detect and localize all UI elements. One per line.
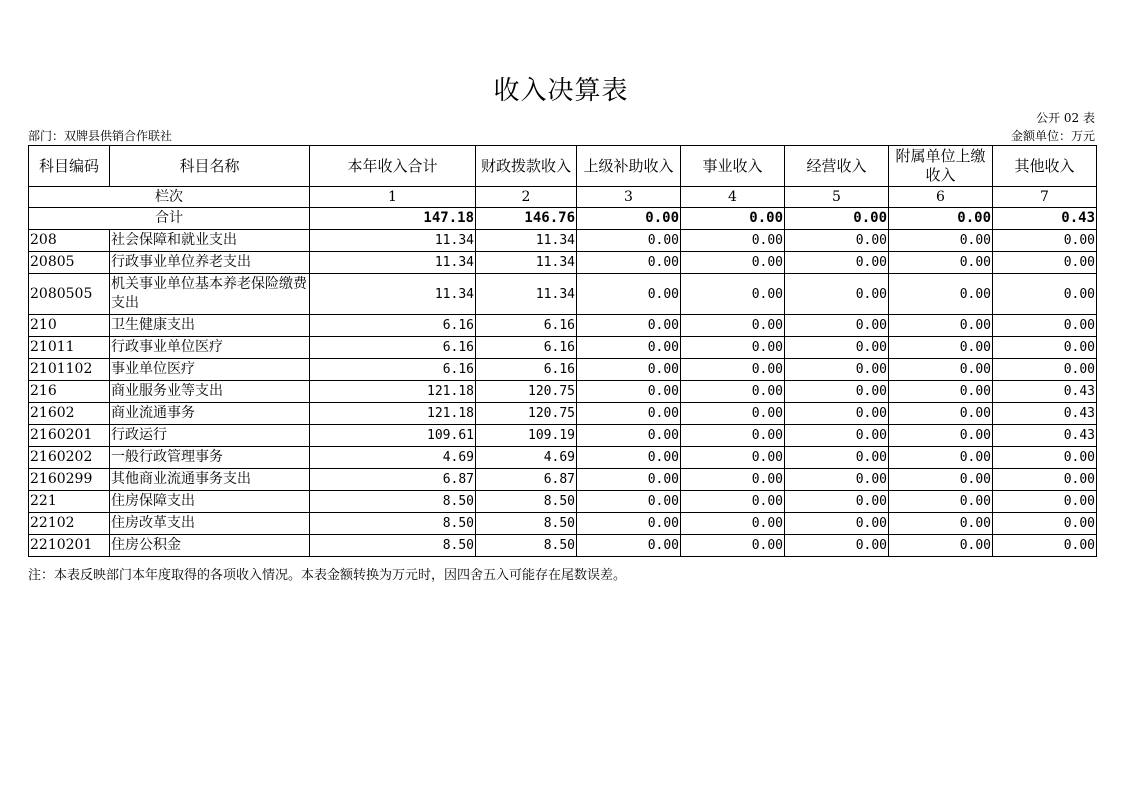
row-value: 6.16 <box>476 337 577 359</box>
row-value: 0.00 <box>681 337 785 359</box>
total-value: 0.00 <box>577 208 681 230</box>
row-value: 121.18 <box>310 381 476 403</box>
row-value: 0.00 <box>577 447 681 469</box>
row-value: 109.19 <box>476 425 577 447</box>
row-name: 行政运行 <box>110 425 310 447</box>
row-value: 6.16 <box>476 359 577 381</box>
row-code: 210 <box>29 315 110 337</box>
row-value: 0.00 <box>993 337 1097 359</box>
row-value: 0.00 <box>681 359 785 381</box>
row-value: 0.43 <box>993 425 1097 447</box>
row-value: 0.00 <box>785 274 889 315</box>
row-value: 120.75 <box>476 403 577 425</box>
row-value: 0.00 <box>577 315 681 337</box>
row-name: 住房改革支出 <box>110 513 310 535</box>
row-value: 0.00 <box>889 230 993 252</box>
row-value: 8.50 <box>476 491 577 513</box>
row-code: 2210201 <box>29 535 110 557</box>
row-value: 0.00 <box>681 315 785 337</box>
row-value: 8.50 <box>310 513 476 535</box>
row-value: 11.34 <box>476 230 577 252</box>
row-value: 0.00 <box>785 491 889 513</box>
row-value: 0.00 <box>577 230 681 252</box>
row-value: 0.00 <box>785 359 889 381</box>
header-fiscal: 财政拨款收入 <box>476 146 577 187</box>
row-value: 0.00 <box>681 513 785 535</box>
index-cell: 3 <box>577 187 681 208</box>
row-value: 0.00 <box>889 252 993 274</box>
row-value: 0.00 <box>993 491 1097 513</box>
header-superior: 上级补助收入 <box>577 146 681 187</box>
row-name: 卫生健康支出 <box>110 315 310 337</box>
total-value: 0.00 <box>681 208 785 230</box>
index-row <box>29 187 1097 208</box>
row-value: 0.00 <box>889 337 993 359</box>
row-value: 0.43 <box>993 381 1097 403</box>
row-value: 0.00 <box>889 359 993 381</box>
row-value: 0.00 <box>681 425 785 447</box>
row-value: 8.50 <box>476 535 577 557</box>
row-value: 0.00 <box>889 535 993 557</box>
row-value: 0.00 <box>681 535 785 557</box>
row-code: 2160201 <box>29 425 110 447</box>
row-value: 0.00 <box>577 469 681 491</box>
form-number: 公开 02 表 <box>1036 111 1095 125</box>
row-code: 2160202 <box>29 447 110 469</box>
row-value: 0.00 <box>889 381 993 403</box>
row-code: 216 <box>29 381 110 403</box>
row-name: 商业流通事务 <box>110 403 310 425</box>
index-cell: 1 <box>310 187 476 208</box>
table-row <box>29 230 1097 252</box>
row-value: 0.00 <box>993 315 1097 337</box>
row-name: 事业单位医疗 <box>110 359 310 381</box>
row-value: 0.00 <box>681 381 785 403</box>
row-value: 0.00 <box>993 535 1097 557</box>
row-value: 120.75 <box>476 381 577 403</box>
footnote: 注：本表反映部门本年度取得的各项收入情况。本表金额转换为万元时，因四舍五入可能存在尾数误差。 <box>28 568 627 583</box>
row-value: 0.00 <box>785 403 889 425</box>
row-name: 商业服务业等支出 <box>110 381 310 403</box>
row-value: 0.00 <box>577 274 681 315</box>
index-cell: 5 <box>785 187 889 208</box>
row-value: 0.00 <box>785 337 889 359</box>
row-value: 0.00 <box>889 425 993 447</box>
row-value: 0.00 <box>577 252 681 274</box>
row-value: 8.50 <box>476 513 577 535</box>
table-row <box>29 252 1097 274</box>
header-business: 事业收入 <box>681 146 785 187</box>
row-value: 0.00 <box>993 230 1097 252</box>
header-name: 科目名称 <box>110 146 310 187</box>
row-value: 11.34 <box>476 274 577 315</box>
table-row <box>29 535 1097 557</box>
row-name: 机关事业单位基本养老保险缴费支出 <box>110 274 310 315</box>
row-name: 行政事业单位养老支出 <box>110 252 310 274</box>
row-value: 121.18 <box>310 403 476 425</box>
row-value: 0.00 <box>889 491 993 513</box>
department-label: 部门：双牌县供销合作联社 <box>28 129 173 143</box>
row-value: 0.00 <box>681 447 785 469</box>
row-value: 109.61 <box>310 425 476 447</box>
row-value: 0.00 <box>681 274 785 315</box>
row-value: 0.00 <box>785 315 889 337</box>
row-code: 2101102 <box>29 359 110 381</box>
table-row <box>29 359 1097 381</box>
row-value: 0.00 <box>889 447 993 469</box>
index-cell: 4 <box>681 187 785 208</box>
row-value: 0.00 <box>785 230 889 252</box>
row-value: 0.00 <box>889 274 993 315</box>
row-name: 其他商业流通事务支出 <box>110 469 310 491</box>
header-affiliated: 附属单位上缴收入 <box>889 146 993 187</box>
row-value: 0.00 <box>889 513 993 535</box>
row-name: 住房保障支出 <box>110 491 310 513</box>
row-value: 0.00 <box>889 315 993 337</box>
page-title: 收入决算表 <box>493 76 629 106</box>
row-value: 0.00 <box>889 469 993 491</box>
row-code: 221 <box>29 491 110 513</box>
row-value: 8.50 <box>310 491 476 513</box>
row-value: 6.16 <box>310 337 476 359</box>
header-code: 科目编码 <box>29 146 110 187</box>
header-operating: 经营收入 <box>785 146 889 187</box>
row-code: 20805 <box>29 252 110 274</box>
row-value: 0.00 <box>785 469 889 491</box>
row-value: 0.00 <box>993 274 1097 315</box>
total-value: 0.43 <box>993 208 1097 230</box>
row-value: 0.00 <box>785 252 889 274</box>
row-value: 6.87 <box>476 469 577 491</box>
header-other: 其他收入 <box>993 146 1097 187</box>
header-total: 本年收入合计 <box>310 146 476 187</box>
row-name: 一般行政管理事务 <box>110 447 310 469</box>
row-code: 21011 <box>29 337 110 359</box>
total-label: 合计 <box>29 208 310 230</box>
row-value: 0.00 <box>993 513 1097 535</box>
row-value: 11.34 <box>310 252 476 274</box>
row-value: 11.34 <box>310 230 476 252</box>
unit-label: 金额单位：万元 <box>1010 129 1095 143</box>
row-value: 0.00 <box>681 230 785 252</box>
table-row <box>29 381 1097 403</box>
row-value: 0.00 <box>577 359 681 381</box>
index-label: 栏次 <box>29 187 310 208</box>
row-code: 21602 <box>29 403 110 425</box>
row-value: 0.00 <box>577 491 681 513</box>
row-value: 0.00 <box>681 469 785 491</box>
row-value: 0.00 <box>681 252 785 274</box>
row-value: 0.43 <box>993 403 1097 425</box>
row-name: 行政事业单位医疗 <box>110 337 310 359</box>
row-value: 0.00 <box>785 425 889 447</box>
row-value: 0.00 <box>577 513 681 535</box>
row-value: 0.00 <box>785 513 889 535</box>
total-row <box>29 208 1097 230</box>
total-value: 0.00 <box>889 208 993 230</box>
index-cell: 7 <box>993 187 1097 208</box>
row-value: 11.34 <box>476 252 577 274</box>
table-row <box>29 274 1097 315</box>
row-name: 住房公积金 <box>110 535 310 557</box>
row-code: 2160299 <box>29 469 110 491</box>
row-value: 0.00 <box>785 447 889 469</box>
row-value: 6.16 <box>310 315 476 337</box>
total-value: 147.18 <box>310 208 476 230</box>
row-value: 0.00 <box>577 425 681 447</box>
row-code: 208 <box>29 230 110 252</box>
row-value: 11.34 <box>310 274 476 315</box>
row-name: 社会保障和就业支出 <box>110 230 310 252</box>
table-row <box>29 425 1097 447</box>
index-cell: 6 <box>889 187 993 208</box>
row-value: 0.00 <box>577 337 681 359</box>
row-value: 0.00 <box>993 447 1097 469</box>
row-value: 0.00 <box>889 403 993 425</box>
index-cell: 2 <box>476 187 577 208</box>
table-row <box>29 403 1097 425</box>
row-value: 4.69 <box>310 447 476 469</box>
total-value: 146.76 <box>476 208 577 230</box>
income-table <box>28 145 1097 557</box>
row-value: 0.00 <box>681 491 785 513</box>
table-row <box>29 513 1097 535</box>
table-row <box>29 315 1097 337</box>
table-row <box>29 447 1097 469</box>
total-value: 0.00 <box>785 208 889 230</box>
table-row <box>29 491 1097 513</box>
row-value: 6.87 <box>310 469 476 491</box>
row-value: 0.00 <box>577 535 681 557</box>
row-value: 0.00 <box>993 469 1097 491</box>
table-row <box>29 337 1097 359</box>
table-row <box>29 469 1097 491</box>
row-value: 0.00 <box>993 252 1097 274</box>
row-value: 8.50 <box>310 535 476 557</box>
row-value: 0.00 <box>681 403 785 425</box>
row-code: 2080505 <box>29 274 110 315</box>
header-row <box>29 146 1097 187</box>
row-value: 6.16 <box>310 359 476 381</box>
row-value: 6.16 <box>476 315 577 337</box>
row-value: 0.00 <box>577 381 681 403</box>
row-value: 0.00 <box>577 403 681 425</box>
row-value: 0.00 <box>785 381 889 403</box>
row-value: 4.69 <box>476 447 577 469</box>
row-value: 0.00 <box>993 359 1097 381</box>
row-code: 22102 <box>29 513 110 535</box>
row-value: 0.00 <box>785 535 889 557</box>
